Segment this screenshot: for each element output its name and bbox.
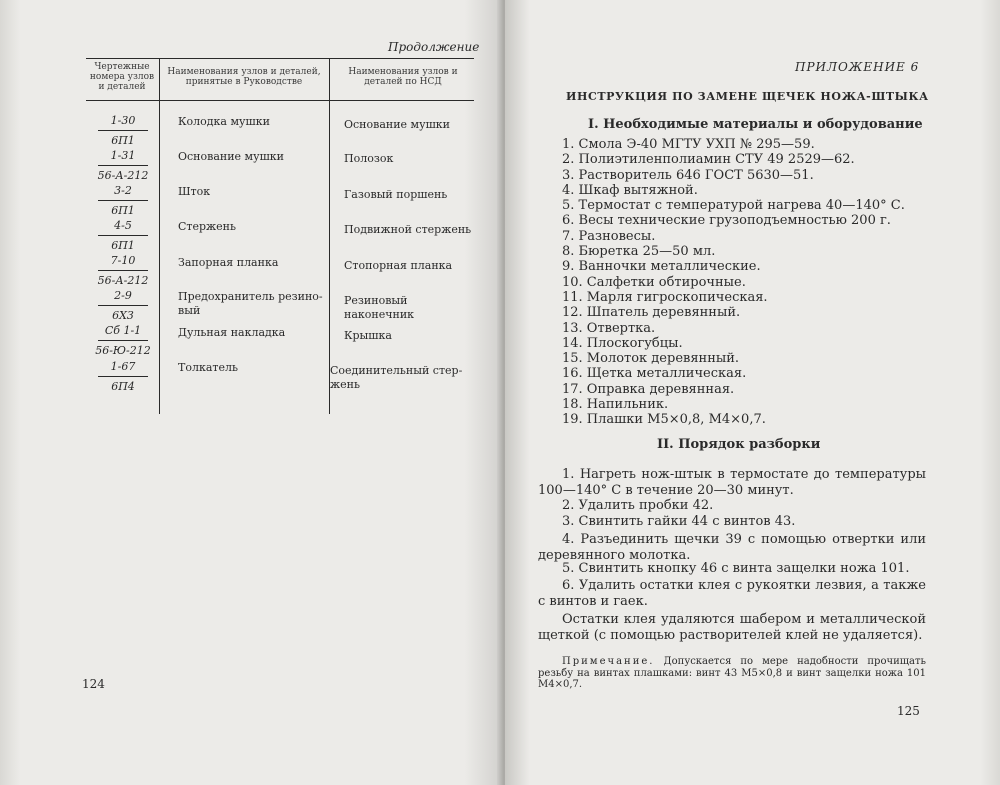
drawing-number: 1-67 6П4 [95, 360, 151, 394]
list-item: 19. Плашки М5×0,8, М4×0,7. [562, 412, 766, 428]
list-item: 13. Отвертка. [562, 320, 656, 336]
drawing-number: 1-30 6П1 [95, 114, 151, 148]
list-item: 2. Полиэтиленполиамин СТУ 49 2529—62. [562, 152, 855, 168]
nsd-name: Основание мушки [344, 118, 451, 131]
nsd-name: Крышка [344, 329, 392, 342]
header-manual-names: Наименования узлов и деталей, принятые в Руководстве [167, 67, 321, 87]
list-item: 6. Весы технические грузоподъемностью 200 г. [562, 213, 891, 229]
nsd-name: Соединительный стер-жень [330, 364, 463, 391]
list-item: 7. Разновесы. [562, 228, 656, 244]
list-item: 17. Оправка деревянная. [562, 381, 735, 397]
list-item: 5. Термостат с температурой нагрева 40—140° С. [562, 198, 905, 214]
manual-name: Стержень [178, 220, 237, 233]
nsd-name: Полозок [344, 152, 394, 165]
list-item: 15. Молоток деревянный. [562, 351, 740, 367]
nsd-name: Газовый поршень [344, 188, 448, 201]
page-number-right: 125 [897, 704, 920, 718]
instruction-title: ИНСТРУКЦИЯ ПО ЗАМЕНЕ ЩЕЧЕК НОЖА-ШТЫКА [566, 90, 929, 103]
list-item: 4. Шкаф вытяжной. [562, 182, 698, 198]
manual-name: Запорная планка [178, 256, 279, 269]
list-item: 14. Плоскогубцы. [562, 335, 683, 351]
drawing-number: Сб 1-1 56-Ю-212 [95, 324, 151, 357]
header-drawing-numbers: Чертежные номера узлов и деталей [89, 62, 155, 92]
manual-name: Шток [178, 185, 211, 198]
list-item: 3. Растворитель 646 ГОСТ 5630—51. [562, 167, 814, 183]
continuation-label: Продолжение [388, 40, 480, 54]
list-item: 1. Смола Э-40 МГТУ УХП № 295—59. [562, 137, 815, 152]
footnote [538, 656, 926, 691]
note-label: Примечание. [562, 656, 655, 667]
drawing-number: 3-2 6П1 [95, 184, 151, 218]
table-header-rule [86, 100, 474, 101]
list-item: 16. Щетка металлическая. [562, 366, 747, 382]
manual-name: Толкатель [178, 361, 238, 374]
list-item: 12. Шпатель деревянный. [562, 305, 741, 321]
drawing-number: 7-10 56-А-212 [97, 254, 149, 287]
list-item: 8. Бюретка 25—50 мл. [562, 244, 716, 260]
materials-list [562, 137, 942, 428]
parts-table [86, 58, 474, 418]
section-heading-disassembly: II. Порядок разборки [657, 437, 821, 452]
nsd-name: Подвижной стержень [344, 223, 472, 236]
table-column-rule [329, 58, 330, 414]
step-paragraph: 2. Удалить пробки 42. [562, 498, 714, 513]
step-paragraph: 5. Свинтить кнопку 46 с винта защелки ножа 101. [562, 561, 910, 576]
page-number-left: 124 [82, 677, 105, 691]
drawing-number: 1-31 56-А-212 [97, 149, 149, 182]
step-paragraph: Остатки клея удаляются шабером и металлической щеткой (с помощью растворителей клей не удаляется). [538, 612, 926, 643]
list-item: 10. Салфетки обтирочные. [562, 274, 746, 290]
step-paragraph: 4. Разъединить щечки 39 с помощью отвертки или деревянного молотка. [538, 532, 926, 563]
manual-name: Основание мушки [178, 150, 285, 163]
appendix-label: ПРИЛОЖЕНИЕ 6 [795, 60, 920, 74]
list-item: 18. Напильник. [562, 397, 669, 413]
table-top-rule [86, 58, 474, 59]
step-paragraph: 1. Нагреть нож-штык в термостате до температуры 100—140° С в течение 20—30 минут. [538, 467, 926, 498]
drawing-number: 4-5 6П1 [95, 219, 151, 253]
nsd-name: Стопорная планка [344, 259, 453, 272]
manual-name: Предохранитель резино-вый [178, 290, 323, 317]
step-paragraph: 3. Свинтить гайки 44 с винтов 43. [562, 514, 796, 529]
header-nsd-names: Наименования узлов и деталей по НСД [348, 67, 458, 87]
manual-name: Дульная накладка [178, 326, 286, 339]
section-heading-materials: I. Необходимые материалы и оборудование [588, 117, 923, 132]
manual-name: Колодка мушки [178, 115, 270, 128]
nsd-name: Резиновый наконечник [344, 294, 415, 321]
step-paragraph: 6. Удалить остатки клея с рукоятки лезвия, а также с винтов и гаек. [538, 578, 926, 609]
list-item: 9. Ванночки металлические. [562, 259, 761, 275]
note-text: Допускается по мере надобности прочищать резьбу на винтах плашками: винт 43 М5×0,8 и винт защелки ножа 101 М4×0,7. [538, 656, 926, 690]
drawing-number: 2-9 6Х3 [95, 289, 151, 323]
list-item: 11. Марля гигроскопическая. [562, 289, 768, 305]
table-column-rule [159, 58, 160, 414]
